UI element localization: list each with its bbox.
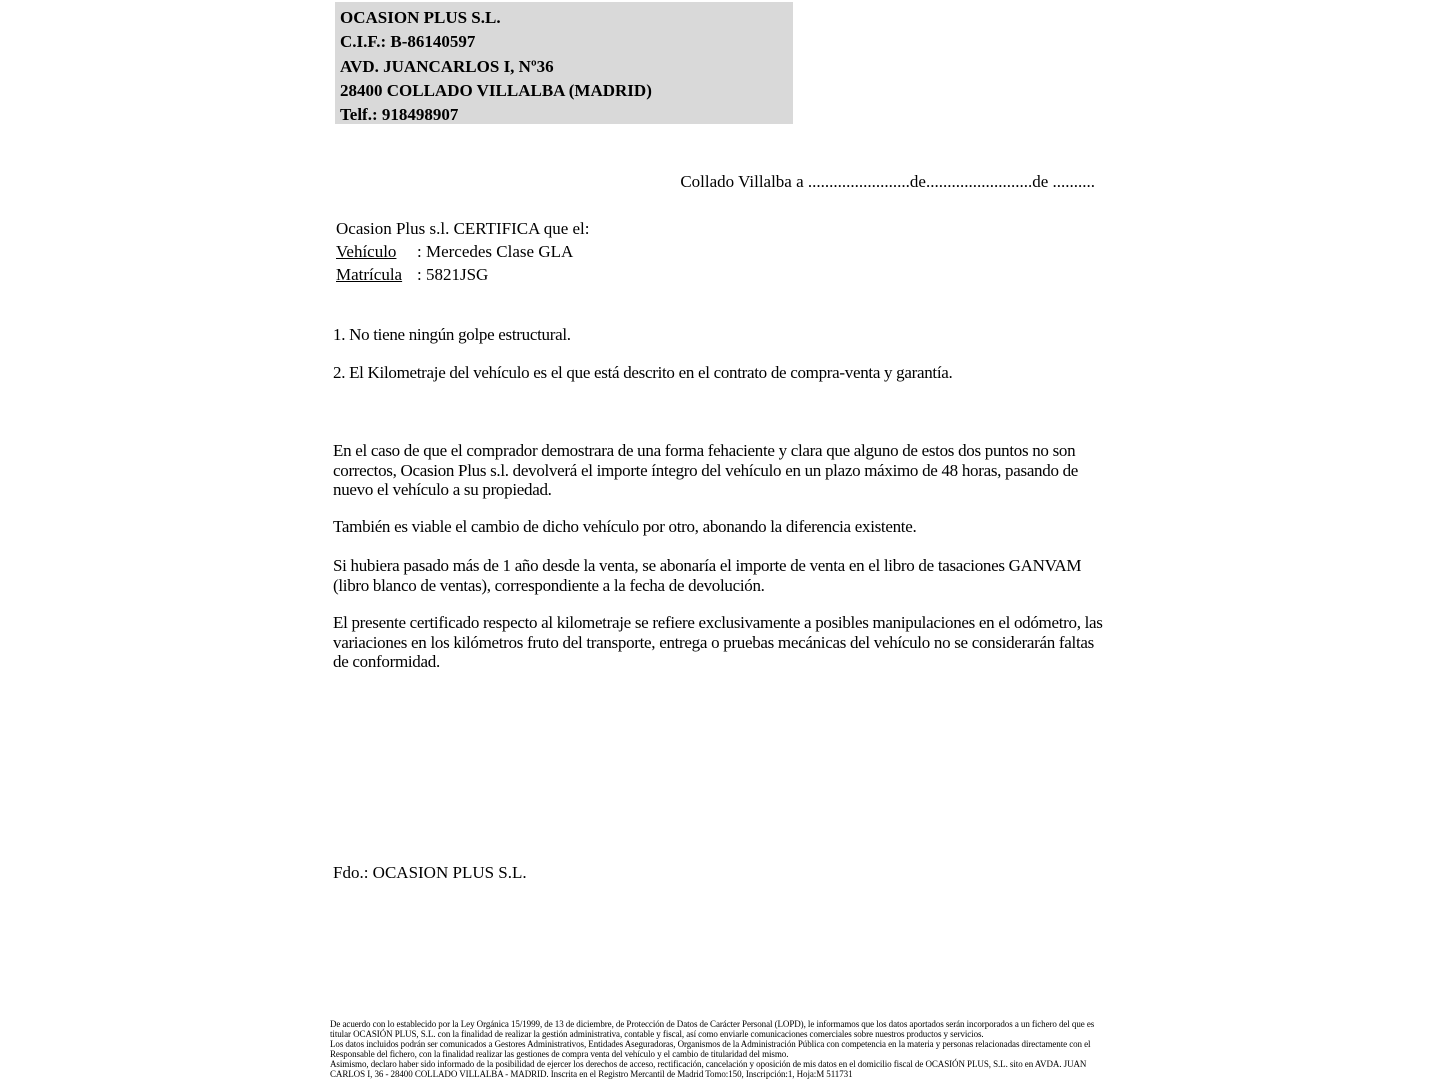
paragraph-odometer-disclaimer: El presente certificado respecto al kilometraje se refiere exclusivamente a posibles manipulaciones en el odómetro, las variaciones en los kilómetros fruto del transporte, entrega o pruebas mecánicas del vehículo no se considerarán faltas de conformidad. xyxy=(333,613,1103,671)
company-city: 28400 COLLADO VILLALBA (MADRID) xyxy=(340,80,652,100)
legal-paragraph-data-sharing: Los datos incluidos podrán ser comunicados a Gestores Administrativos, Entidades Aseguradoras, Organismos de la Administración Pública con competencia en la materia y personas relacionadas directamente con el Responsable del fichero, con la finalidad realizar las gestiones de compra venta del vehículo y el cambio de titularidad del mismo. xyxy=(330,1039,1091,1060)
plate-value: : 5821JSG xyxy=(417,265,489,284)
legal-paragraph-rights-registry: Asimismo, declaro haber sido informado de la posibilidad de ejercer los derechos de acceso, rectificación, cancelación y oposición de mis datos en el domicilio fiscal de OCASIÓN PLUS, S.L. sito en AVDA. JUAN CARLOS I, 36 - 28400 COLLADO VILLALBA - MADRID. Inscrita en el Registro Mercantil de Madrid Tomo:150, Inscripción:1, Hoja:M 511731 xyxy=(330,1059,1087,1080)
vehicle-row xyxy=(336,240,590,263)
legal-footer xyxy=(330,1019,1102,1080)
certificate-point-2: 2. El Kilometraje del vehículo es el que está descrito en el contrato de compra-venta y garantía. xyxy=(333,363,953,382)
plate-label: Matrícula xyxy=(336,265,403,284)
vehicle-label: Vehículo xyxy=(336,242,397,261)
company-header-box xyxy=(335,2,793,124)
company-address: AVD. JUANCARLOS I, Nº36 xyxy=(340,56,554,76)
paragraph-ganvam-valuation: Si hubiera pasado más de 1 año desde la venta, se abonaría el importe de venta en el libro de tasaciones GANVAM (libro blanco de ventas), correspondiente a la fecha de devolución. xyxy=(333,556,1082,595)
legal-paragraph-lopd: De acuerdo con lo establecido por la Ley Orgánica 15/1999, de 13 de diciembre, de Protección de Datos de Carácter Personal (LOPD), le informamos que los datos aportados serán incorporados a un fichero del que es titular OCASIÓN PLUS, S.L. con la finalidad de realizar la gestión administrativa, contable y fiscal, así como enviarle comunicaciones comerciales sobre nuestros productos y servicios. xyxy=(330,1019,1095,1040)
signature-line: Fdo.: OCASION PLUS S.L. xyxy=(333,863,527,882)
company-phone: Telf.: 918498907 xyxy=(340,105,459,125)
plate-row xyxy=(336,263,590,286)
company-name: OCASION PLUS S.L. xyxy=(340,8,501,27)
certificate-intro: Ocasion Plus s.l. CERTIFICA que el: xyxy=(336,219,590,238)
certificate-intro-block xyxy=(336,217,590,286)
date-fill-in-line: Collado Villalba a ........................de.........................de .......... xyxy=(680,172,1095,191)
paragraph-refund-terms: En el caso de que el comprador demostrara de una forma fehaciente y clara que alguno de estos dos puntos no son correctos, Ocasion Plus s.l. devolverá el importe íntegro del vehículo en un plazo máximo de 48 horas, pasando de nuevo el vehículo a su propiedad. xyxy=(333,441,1079,499)
certificate-point-1: 1. No tiene ningún golpe estructural. xyxy=(333,325,571,344)
paragraph-exchange-option: También es viable el cambio de dicho vehículo por otro, abonando la diferencia existente. xyxy=(333,517,917,536)
vehicle-value: : Mercedes Clase GLA xyxy=(417,242,574,261)
company-cif: C.I.F.: B-86140597 xyxy=(340,32,476,52)
